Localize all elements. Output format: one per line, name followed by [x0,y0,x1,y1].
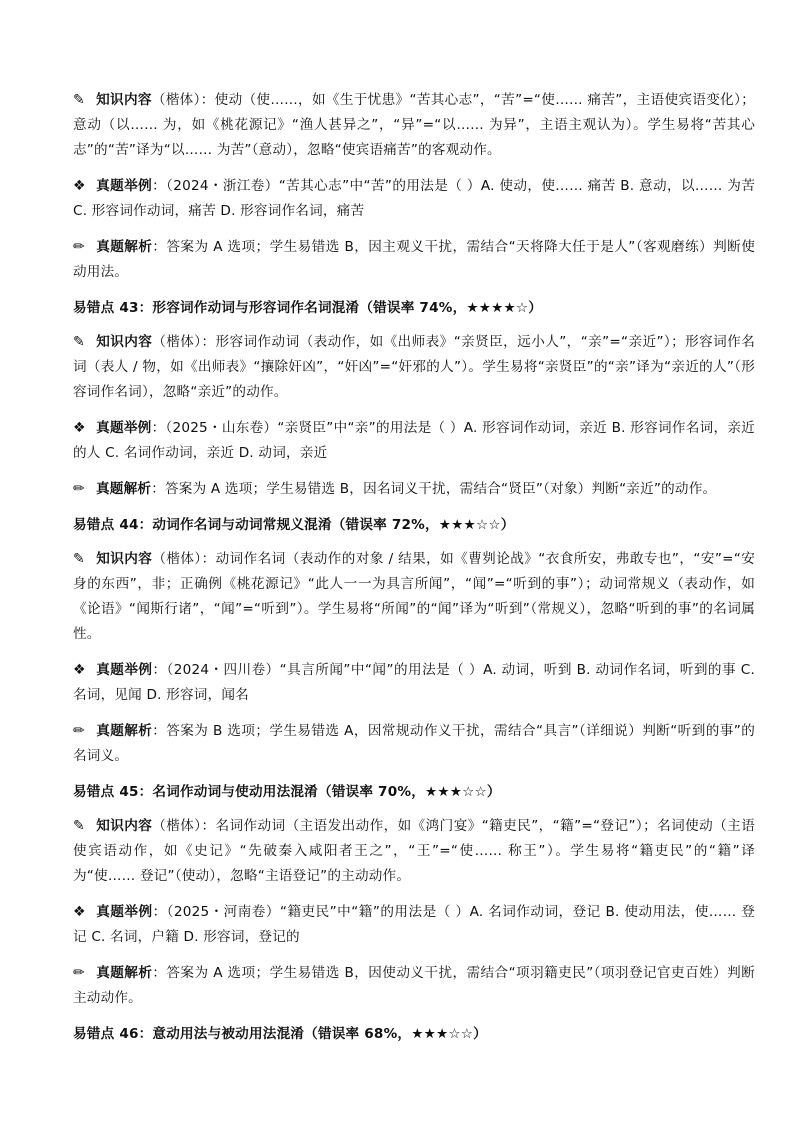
diamond-bullet-icon: ❖ [73,662,86,678]
paragraph-label: 真题举例 [96,420,152,436]
paragraph-text: ：（2025・河南卷）“籍吏民”中“籍”的用法是（ ）A. 名词作动词，登记 B. 使动用法，使…… 登记 C. 名词，户籍 D. 形容词，登记的 [73,904,755,945]
pencil-icon: ✏ [73,723,85,739]
paragraph-text: ：（2024・四川卷）“具言所闻”中“闻”的用法是（ ）A. 动词，听到 B. 动词作名词，听到的事 C. 名词，见闻 D. 形容词，闻名 [73,662,755,703]
section-heading: 易错点 43：形容词作动词与形容词作名词混淆（错误率 74%，★★★★☆） [73,300,543,316]
pencil-icon: ✏ [73,481,85,497]
diamond-bullet-icon: ❖ [73,178,86,194]
document-page [73,88,755,1056]
paragraph-label: 知识内容 [96,334,153,350]
paragraph-text: ：（2024・浙江卷）“苦其心志”中“苦”的用法是（ ）A. 使动，使…… 痛苦 B. 意动，以…… 为苦 C. 形容词作动词，痛苦 D. 形容词作名词，痛苦 [73,178,755,219]
analysis-paragraph [73,719,755,769]
paragraph-text: （楷体）：使动（使……，如《生于忧患》“苦其心志”，“苦”=“使…… 痛苦”，主语使宾语变化）；意动（以…… 为，如《桃花源记》“渔人甚异之”，“异”=“以…… 为异”，主语主观认为）。学生易将“苦其心志”的“苦”译为“以…… 为苦”（意动），忽略“使宾语痛苦”的客观动作。 [73,92,755,158]
analysis-paragraph [73,477,755,502]
example-paragraph [73,174,755,224]
paragraph-text: （楷体）：动词作名词（表动作的对象 / 结果，如《曹刿论战》“衣食所安，弗敢专也”，“安”=“安身的东西”，非；正确例《桃花源记》“此人一一为具言所闻”，“闻”=“听到的事”）；动词常规义（表动作，如《论语》“闻斯行诸”，“闻”=“听到”）。学生易将“所闻”的“闻”译为“听到”（常规义），忽略“听到的事”的名词属性。 [73,551,755,642]
pencil-icon: ✎ [73,92,85,108]
paragraph-text: ：答案为 B 选项；学生易错选 A，因常规动作义干扰，需结合“具言”（详细说）判断“听到的事”的名词义。 [73,723,755,764]
pencil-icon: ✎ [73,551,85,567]
paragraph-label: 真题解析 [96,239,153,255]
example-paragraph [73,658,755,708]
section-heading: 易错点 45：名词作动词与使动用法混淆（错误率 70%，★★★☆☆） [73,784,501,800]
section-heading: 易错点 46：意动用法与被动用法混淆（错误率 68%，★★★☆☆） [73,1026,487,1042]
knowledge-paragraph [73,814,755,889]
paragraph-label: 真题解析 [96,723,153,739]
paragraph-label: 真题举例 [96,662,153,678]
knowledge-paragraph [73,330,755,405]
pencil-icon: ✏ [73,965,85,981]
knowledge-paragraph [73,88,755,163]
paragraph-label: 真题解析 [96,965,153,981]
analysis-paragraph [73,961,755,1011]
diamond-bullet-icon: ❖ [73,420,86,436]
paragraph-text: （楷体）：名词作动词（主语发出动作，如《鸿门宴》“籍吏民”，“籍”=“登记”）；名词使动（主语使宾语动作，如《史记》“先破秦入咸阳者王之”，“王”=“使…… 称王”）。学生易将“籍吏民”的“籍”译为“使…… 登记”（使动），忽略“主语登记”的主动动作。 [73,818,755,884]
pencil-icon: ✏ [73,239,85,255]
paragraph-label: 知识内容 [96,551,153,567]
paragraph-text: ：答案为 A 选项；学生易错选 B，因名词义干扰，需结合“贤臣”（对象）判断“亲近”的动作。 [151,481,717,497]
pencil-icon: ✎ [73,818,85,834]
pencil-icon: ✎ [73,334,85,350]
example-paragraph [73,416,755,466]
paragraph-text: （楷体）：形容词作动词（表动作，如《出师表》“亲贤臣，远小人”，“亲”=“亲近”）；形容词作名词（表人 / 物，如《出师表》“攘除奸凶”，“奸凶”=“奸邪的人”）。学生易将“亲贤臣”的“亲”译为“亲近的人”（形容词作名词），忽略“亲近”的动作。 [73,334,755,400]
diamond-bullet-icon: ❖ [73,904,86,920]
paragraph-label: 知识内容 [96,818,153,834]
paragraph-label: 真题举例 [96,904,153,920]
paragraph-text: ：（2025・山东卷）“亲贤臣”中“亲”的用法是（ ）A. 形容词作动词，亲近 B. 形容词作名词，亲近的人 C. 名词作动词，亲近 D. 动词，亲近 [73,420,755,461]
analysis-paragraph [73,235,755,285]
section-heading: 易错点 44：动词作名词与动词常规义混淆（错误率 72%，★★★☆☆） [73,517,515,533]
knowledge-paragraph [73,547,755,647]
paragraph-label: 真题举例 [96,178,153,194]
paragraph-label: 知识内容 [96,92,152,108]
paragraph-label: 真题解析 [96,481,152,497]
example-paragraph [73,900,755,950]
paragraph-text: ：答案为 A 选项；学生易错选 B，因使动义干扰，需结合“项羽籍吏民”（项羽登记官吏百姓）判断主动动作。 [73,965,755,1006]
paragraph-text: ：答案为 A 选项；学生易错选 B，因主观义干扰，需结合“天将降大任于是人”（客观磨练）判断使动用法。 [73,239,755,280]
